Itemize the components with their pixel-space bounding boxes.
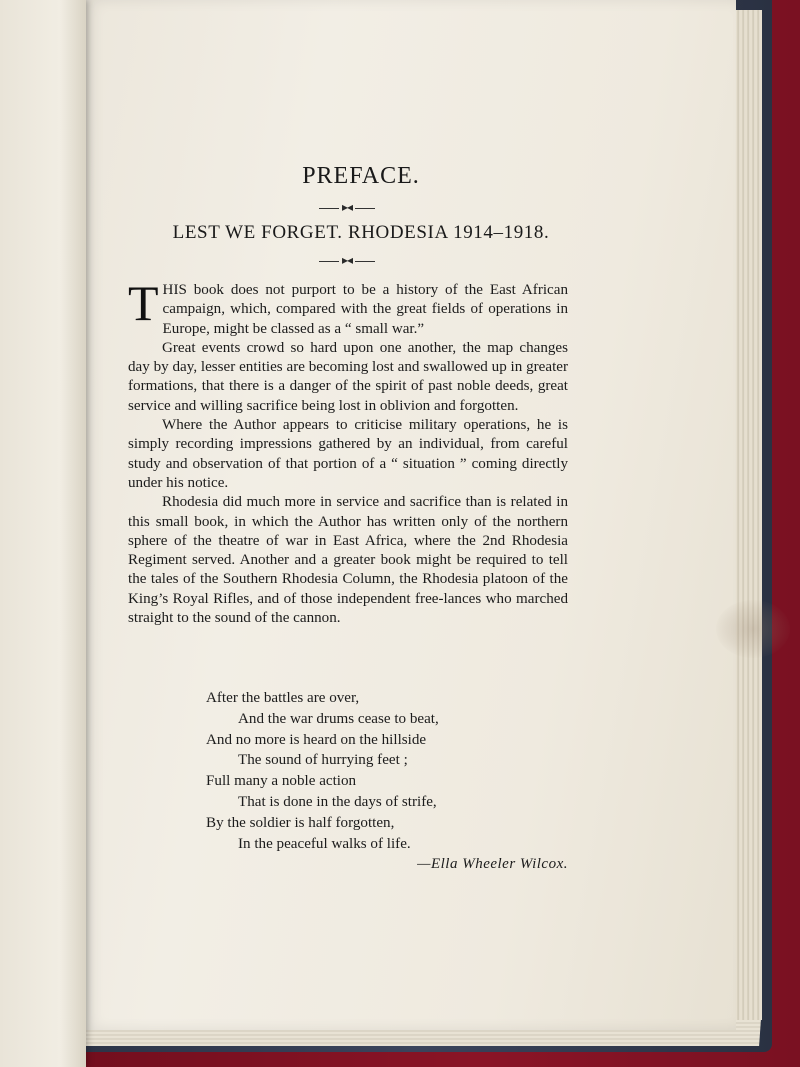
preface-body [128,275,568,628]
poem-line: By the soldier is half forgotten, [206,814,395,831]
drop-cap: T [128,275,159,331]
facing-page [0,0,86,1067]
page-stain [716,600,790,658]
poem-line: And the war drums cease to beat, [238,710,439,727]
poem [206,688,566,854]
paragraph-4: Rhodesia did much more in service and sacrifice than is related in this small book, in which the Author has written only of the northern sphere of the theatre of war in East Africa, where the 2nd Rhodesia Regiment served. Another and a greater book might be required to tell the tales of the Southern Rhodesia Column, the Rhodesia platoon of the King’s Royal Rifles, and of those independent free-lances who marched straight to the sound of the cannon. [128,494,568,627]
poem-line: In the peaceful walks of life. [238,835,411,852]
page-title: PREFACE. [302,163,420,189]
poem-line: Full many a noble action [206,773,357,790]
poem-line: That is done in the days of strife, [238,793,437,810]
poem-line: And no more is heard on the hillside [206,731,427,748]
poem-line: The sound of hurrying feet ; [238,752,408,769]
ornament-divider-bottom: ▸◂ [0,253,747,268]
poem-attribution: —Ella Wheeler Wilcox. [417,856,568,872]
ornament-divider-top: ▸◂ [0,200,747,215]
paragraph-1: THIS book does not purport to be a history of the East African campaign, which, compared with the great fields of operations in Europe, might be classed as a “ small war.” [128,275,568,337]
paragraph-3: Where the Author appears to criticise military operations, he is simply recording impressions gathered by an individual, from careful study and observation of that portion of a “ situation ” coming directly under his notice. [128,417,568,491]
poem-line: After the battles are over, [206,690,360,706]
paragraph-2: Great events crowd so hard upon one another, the map changes day by day, lesser entities are becoming lost and swallowed up in greater formations, that there is a danger of the spirit of past noble deeds, great service and willing sacrifice being lost in oblivion and forgotten. [128,339,568,414]
page-subtitle: LEST WE FORGET. RHODESIA 1914–1918. [172,222,550,243]
